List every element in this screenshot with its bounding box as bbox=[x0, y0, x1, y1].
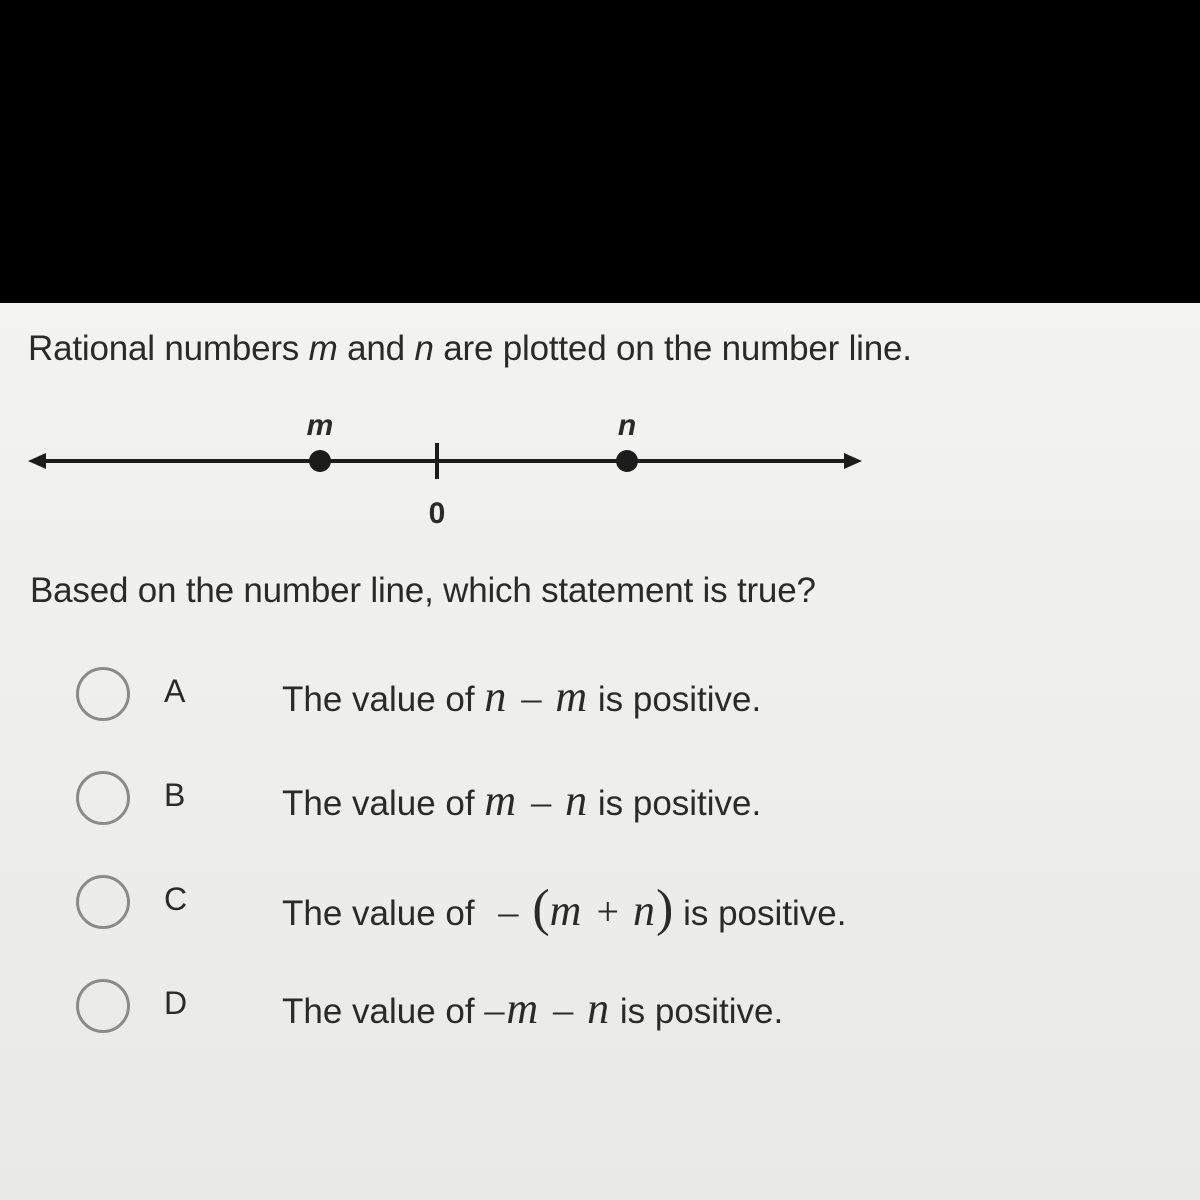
choice-letter-a: A bbox=[164, 673, 186, 709]
choice-text-d bbox=[282, 983, 783, 1034]
choice-letter-b: B bbox=[164, 777, 186, 813]
choice-letter-c: C bbox=[164, 881, 188, 917]
choice-text-a bbox=[282, 671, 761, 722]
expr-c-1: – bbox=[498, 889, 519, 934]
question-screen bbox=[0, 303, 1200, 1200]
radio-button-d[interactable] bbox=[76, 979, 130, 1033]
label-zero: 0 bbox=[428, 497, 446, 530]
radio-button-b[interactable] bbox=[76, 771, 130, 825]
prompt-and: and bbox=[337, 329, 415, 368]
point-n bbox=[616, 450, 638, 472]
expr-a-1: n bbox=[484, 672, 508, 721]
question-stem: Based on the number line, which statement is true? bbox=[30, 571, 816, 610]
expr-b-1: m bbox=[484, 776, 518, 825]
label-n: n bbox=[617, 409, 637, 442]
expr-c-6: ) bbox=[656, 880, 674, 937]
expr-a-3: m bbox=[555, 672, 589, 721]
choice-lead-c: The value of bbox=[282, 894, 485, 933]
radio-button-c[interactable] bbox=[76, 875, 130, 929]
choice-a[interactable] bbox=[76, 667, 976, 731]
choice-tail-d: is positive. bbox=[610, 992, 784, 1031]
choice-lead-a: The value of bbox=[282, 680, 485, 719]
choice-letter-d: D bbox=[164, 985, 188, 1021]
choice-tail-a: is positive. bbox=[588, 680, 762, 719]
point-m bbox=[309, 450, 331, 472]
prompt-prefix: Rational numbers bbox=[28, 329, 309, 368]
choice-d[interactable] bbox=[76, 979, 976, 1043]
choice-text-b bbox=[282, 775, 761, 826]
choice-c[interactable] bbox=[76, 875, 976, 939]
radio-button-a[interactable] bbox=[76, 667, 130, 721]
choice-tail-c: is positive. bbox=[673, 894, 847, 933]
question-prompt bbox=[28, 329, 912, 369]
expr-d-1: – bbox=[484, 987, 505, 1032]
expr-b-2: – bbox=[531, 779, 552, 824]
right-arrow-icon bbox=[844, 453, 862, 469]
prompt-var-m: m bbox=[308, 329, 338, 368]
expr-c-5: n bbox=[633, 886, 657, 935]
expr-b-3: n bbox=[565, 776, 589, 825]
expr-d-2: m bbox=[506, 984, 540, 1033]
choice-lead-b: The value of bbox=[282, 784, 485, 823]
label-m: m bbox=[306, 409, 334, 442]
choice-text-c bbox=[282, 879, 846, 938]
expr-d-4: n bbox=[587, 984, 611, 1033]
expr-a-2: – bbox=[521, 675, 542, 720]
expr-c-2: ( bbox=[532, 880, 550, 937]
choice-lead-d: The value of bbox=[282, 992, 485, 1031]
left-arrow-icon bbox=[28, 453, 46, 469]
number-line bbox=[0, 393, 900, 533]
expr-c-4: + bbox=[596, 889, 620, 934]
choice-b[interactable] bbox=[76, 771, 976, 835]
expr-d-3: – bbox=[553, 987, 574, 1032]
expr-c-3: m bbox=[549, 886, 583, 935]
prompt-suffix: are plotted on the number line. bbox=[433, 329, 912, 368]
prompt-var-n: n bbox=[414, 329, 434, 368]
choice-tail-b: is positive. bbox=[588, 784, 762, 823]
